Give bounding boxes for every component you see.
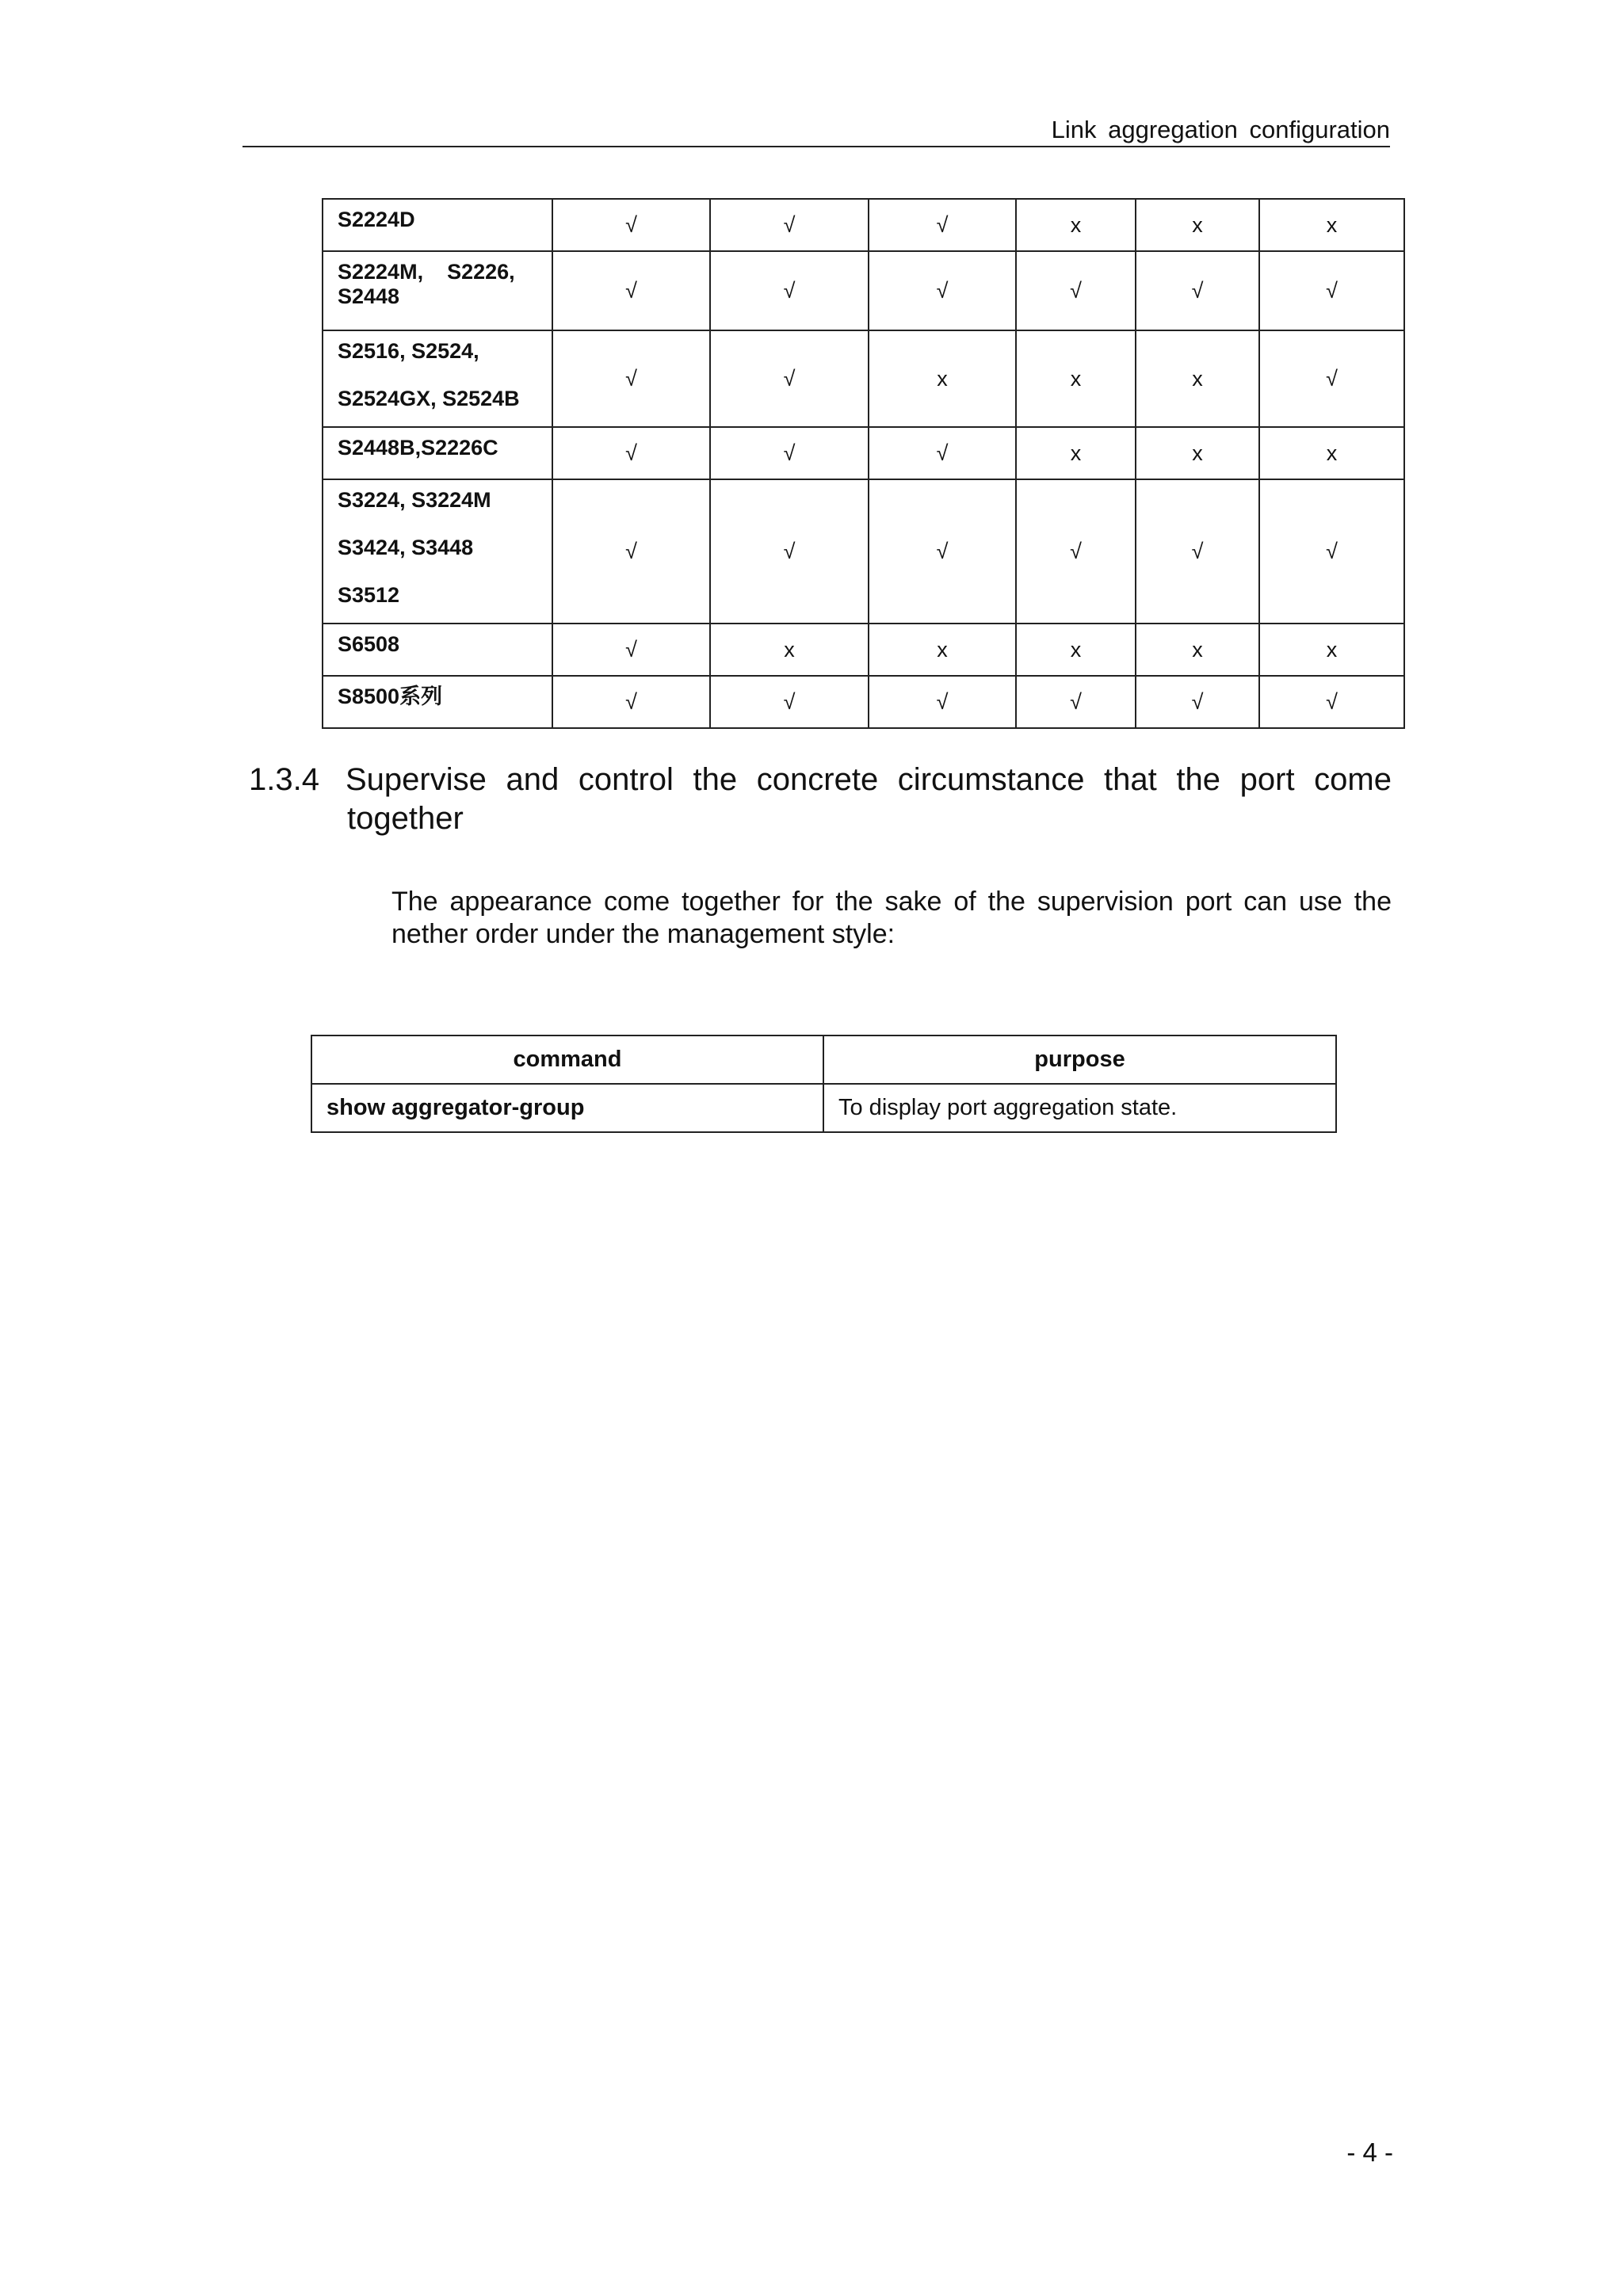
support-cell: √ <box>552 199 710 251</box>
support-cell: √ <box>552 624 710 676</box>
support-cell: √ <box>1136 676 1259 728</box>
support-cell: √ <box>710 330 869 427</box>
table-row <box>323 330 1404 427</box>
command-table <box>311 1035 1337 1133</box>
support-cell: x <box>1136 199 1259 251</box>
support-cell: √ <box>710 251 869 330</box>
model-name: S2448 <box>338 284 400 308</box>
section-title <box>347 761 1392 838</box>
table-row <box>323 251 1404 330</box>
support-cell: x <box>1136 427 1259 479</box>
table-row <box>311 1084 1336 1132</box>
model-name: S3224, S3224M <box>338 488 491 512</box>
running-header: Link aggregation configuration <box>1051 116 1390 143</box>
support-cell: √ <box>869 676 1016 728</box>
model-name: S3512 <box>338 583 400 607</box>
support-cell: x <box>1259 624 1404 676</box>
table-row <box>323 199 1404 251</box>
support-cell: x <box>869 330 1016 427</box>
model-name: S2224M, S2226, <box>338 260 515 284</box>
model-name: S2524GX, S2524B <box>338 387 520 410</box>
model-name: S3424, S3448 <box>338 536 474 559</box>
model-cell <box>323 199 552 251</box>
table-row <box>323 624 1404 676</box>
support-cell: x <box>1136 330 1259 427</box>
support-cell: √ <box>710 427 869 479</box>
support-cell: √ <box>1016 479 1136 624</box>
model-cell <box>323 624 552 676</box>
support-cell: √ <box>552 676 710 728</box>
section-title-line: Supervise and control the concrete circumstance that the port come <box>346 762 1392 797</box>
column-header-command: command <box>311 1035 823 1084</box>
support-cell: √ <box>552 251 710 330</box>
model-name: S6508 <box>338 632 400 656</box>
support-cell: √ <box>710 479 869 624</box>
model-cell <box>323 676 552 728</box>
model-name: S2516, S2524, <box>338 339 479 363</box>
support-cell: √ <box>869 251 1016 330</box>
support-cell: √ <box>1136 251 1259 330</box>
header-rule <box>242 146 1390 147</box>
command-cell: show aggregator-group <box>311 1084 823 1132</box>
support-cell: x <box>869 624 1016 676</box>
support-cell: √ <box>1136 479 1259 624</box>
purpose-cell: To display port aggregation state. <box>823 1084 1336 1132</box>
support-cell: √ <box>1259 330 1404 427</box>
support-cell: x <box>1136 624 1259 676</box>
model-cell <box>323 479 552 624</box>
section-number: 1.3.4 <box>249 762 319 797</box>
support-cell: √ <box>710 199 869 251</box>
support-cell: √ <box>869 479 1016 624</box>
support-cell: √ <box>1259 479 1404 624</box>
model-name: S8500系列 <box>338 685 443 708</box>
model-cell <box>323 330 552 427</box>
support-cell: √ <box>1259 251 1404 330</box>
support-cell: √ <box>1016 251 1136 330</box>
table-header-row <box>311 1035 1336 1084</box>
support-cell: x <box>1259 199 1404 251</box>
paragraph-line: nether order under the management style: <box>391 919 896 949</box>
section-heading <box>249 761 1392 838</box>
page-number: - 4 - <box>1346 2138 1393 2167</box>
support-cell: x <box>1016 427 1136 479</box>
model-support-table <box>322 198 1405 729</box>
support-cell: x <box>1016 330 1136 427</box>
support-cell: √ <box>552 330 710 427</box>
table-row <box>323 676 1404 728</box>
support-cell: x <box>710 624 869 676</box>
table-row <box>323 479 1404 624</box>
support-cell: √ <box>869 427 1016 479</box>
support-cell: √ <box>710 676 869 728</box>
model-name: S2448B,S2226C <box>338 436 498 460</box>
body-paragraph <box>391 886 1392 951</box>
model-name: S2224D <box>338 208 415 231</box>
support-cell: x <box>1016 199 1136 251</box>
model-cell <box>323 427 552 479</box>
support-cell: √ <box>869 199 1016 251</box>
column-header-purpose: purpose <box>823 1035 1336 1084</box>
support-cell: √ <box>1259 676 1404 728</box>
support-cell: √ <box>552 479 710 624</box>
section-title-line: together <box>347 801 464 836</box>
support-cell: x <box>1259 427 1404 479</box>
support-cell: x <box>1016 624 1136 676</box>
table-row <box>323 427 1404 479</box>
model-cell <box>323 251 552 330</box>
paragraph-line: The appearance come together for the sake of the supervision port can use the <box>391 887 1392 917</box>
support-cell: √ <box>1016 676 1136 728</box>
support-cell: √ <box>552 427 710 479</box>
